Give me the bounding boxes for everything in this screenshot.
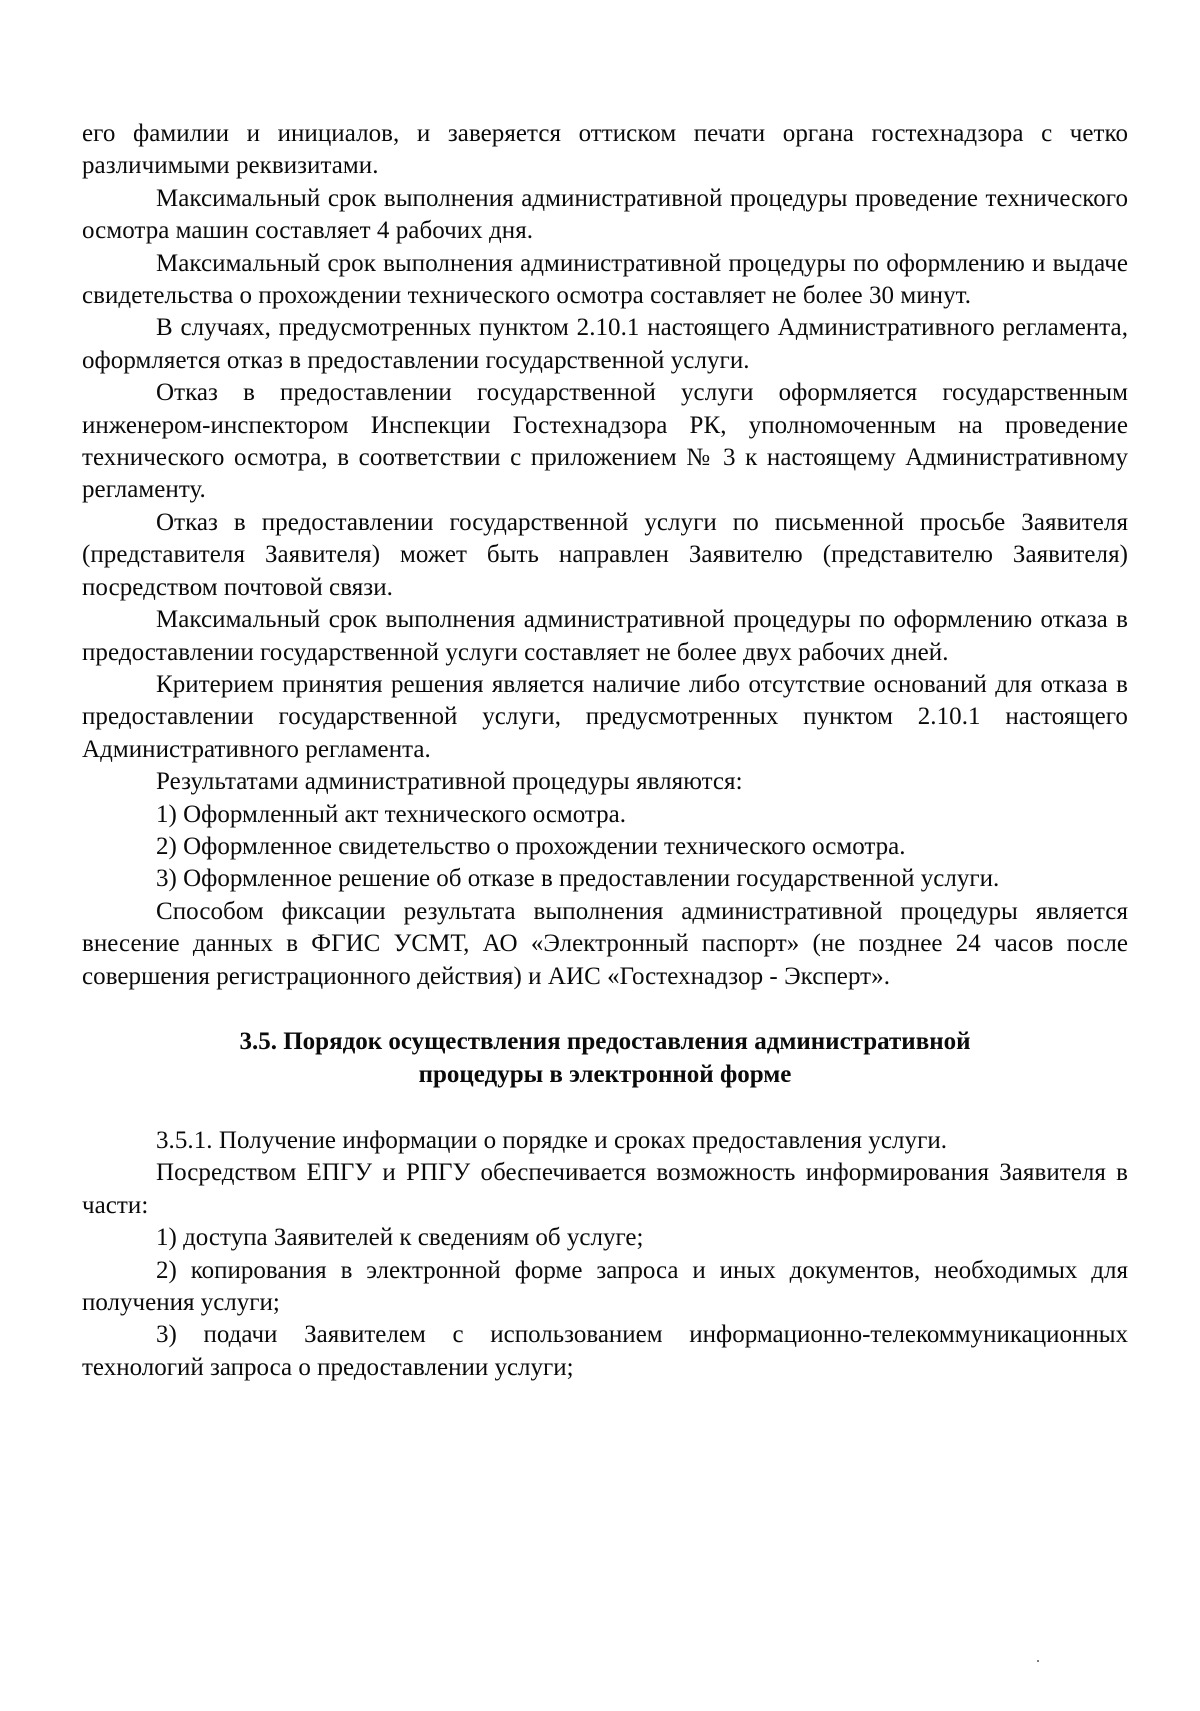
paragraph: Посредством ЕПГУ и РПГУ обеспечивается возможность информирования Заявителя в части: [82, 1159, 1128, 1219]
paragraph: Максимальный срок выполнения административной процедуры по оформлению отказа в предоставлении государственной услуги составляет не более двух рабочих дней. [82, 606, 1128, 666]
paragraph: Максимальный срок выполнения административной процедуры проведение технического осмотра машин составляет 4 рабочих дня. [82, 184, 1128, 245]
scan-speck [1037, 1660, 1039, 1662]
paragraph: Результатами административной процедуры являются: [156, 768, 743, 796]
document-body [82, 118, 1128, 1384]
info-list-item: 3) подачи Заявителем с использованием информационно-телекоммуникационных технологий запроса о предоставлении услуги; [82, 1321, 1128, 1381]
info-list-item: 2) копирования в электронной форме запроса и иных документов, необходимых для получения услуги; [82, 1256, 1128, 1316]
result-list-item: 2) Оформленное свидетельство о прохождении технического осмотра. [156, 832, 906, 860]
info-list-item: 1) доступа Заявителей к сведениям об услуге; [156, 1224, 644, 1252]
paragraph: В случаях, предусмотренных пунктом 2.10.1 настоящего Административного регламента, оформляется отказ в предоставлении государственной услуги. [82, 314, 1128, 374]
result-list-item: 3) Оформленное решение об отказе в предоставлении государственной услуги. [156, 865, 1000, 893]
result-list-item: 1) Оформленный акт технического осмотра. [156, 800, 626, 828]
paragraph: Максимальный срок выполнения административной процедуры по оформлению и выдаче свидетельства о прохождении технического осмотра составляет не более 30 минут. [82, 249, 1128, 310]
paragraph: Критерием принятия решения является наличие либо отсутствие оснований для отказа в предоставлении государственной услуги, предусмотренных пунктом 2.10.1 настоящего Административного регламента. [82, 670, 1128, 763]
section-heading [82, 1025, 1128, 1091]
paragraph: 3.5.1. Получение информации о порядке и сроках предоставления услуги. [156, 1126, 948, 1154]
section-heading-line: 3.5. Порядок осуществления предоставления административной [239, 1027, 971, 1055]
paragraph: Способом фиксации результата выполнения административной процедуры является внесение данных в ФГИС УСМТ, АО «Электронный паспорт» (не позднее 24 часов после совершения регистрационного действия) и АИС «Гостехнадзор - Эксперт». [82, 897, 1128, 990]
section-heading-line: процедуры в электронной форме [418, 1060, 792, 1088]
paragraph: его фамилии и инициалов, и заверяется оттиском печати органа гостехнадзора с четко различимыми реквизитами. [82, 120, 1128, 180]
paragraph: Отказ в предоставлении государственной услуги по письменной просьбе Заявителя (представителя Заявителя) может быть направлен Заявителю (представителю Заявителя) посредством почтовой связи. [82, 508, 1128, 601]
paragraph: Отказ в предоставлении государственной услуги оформляется государственным инженером-инспектором Инспекции Гостехнадзора РК, уполномоченным на проведение технического осмотра, в соответствии с приложением № 3 к настоящему Административному регламенту. [82, 379, 1128, 504]
